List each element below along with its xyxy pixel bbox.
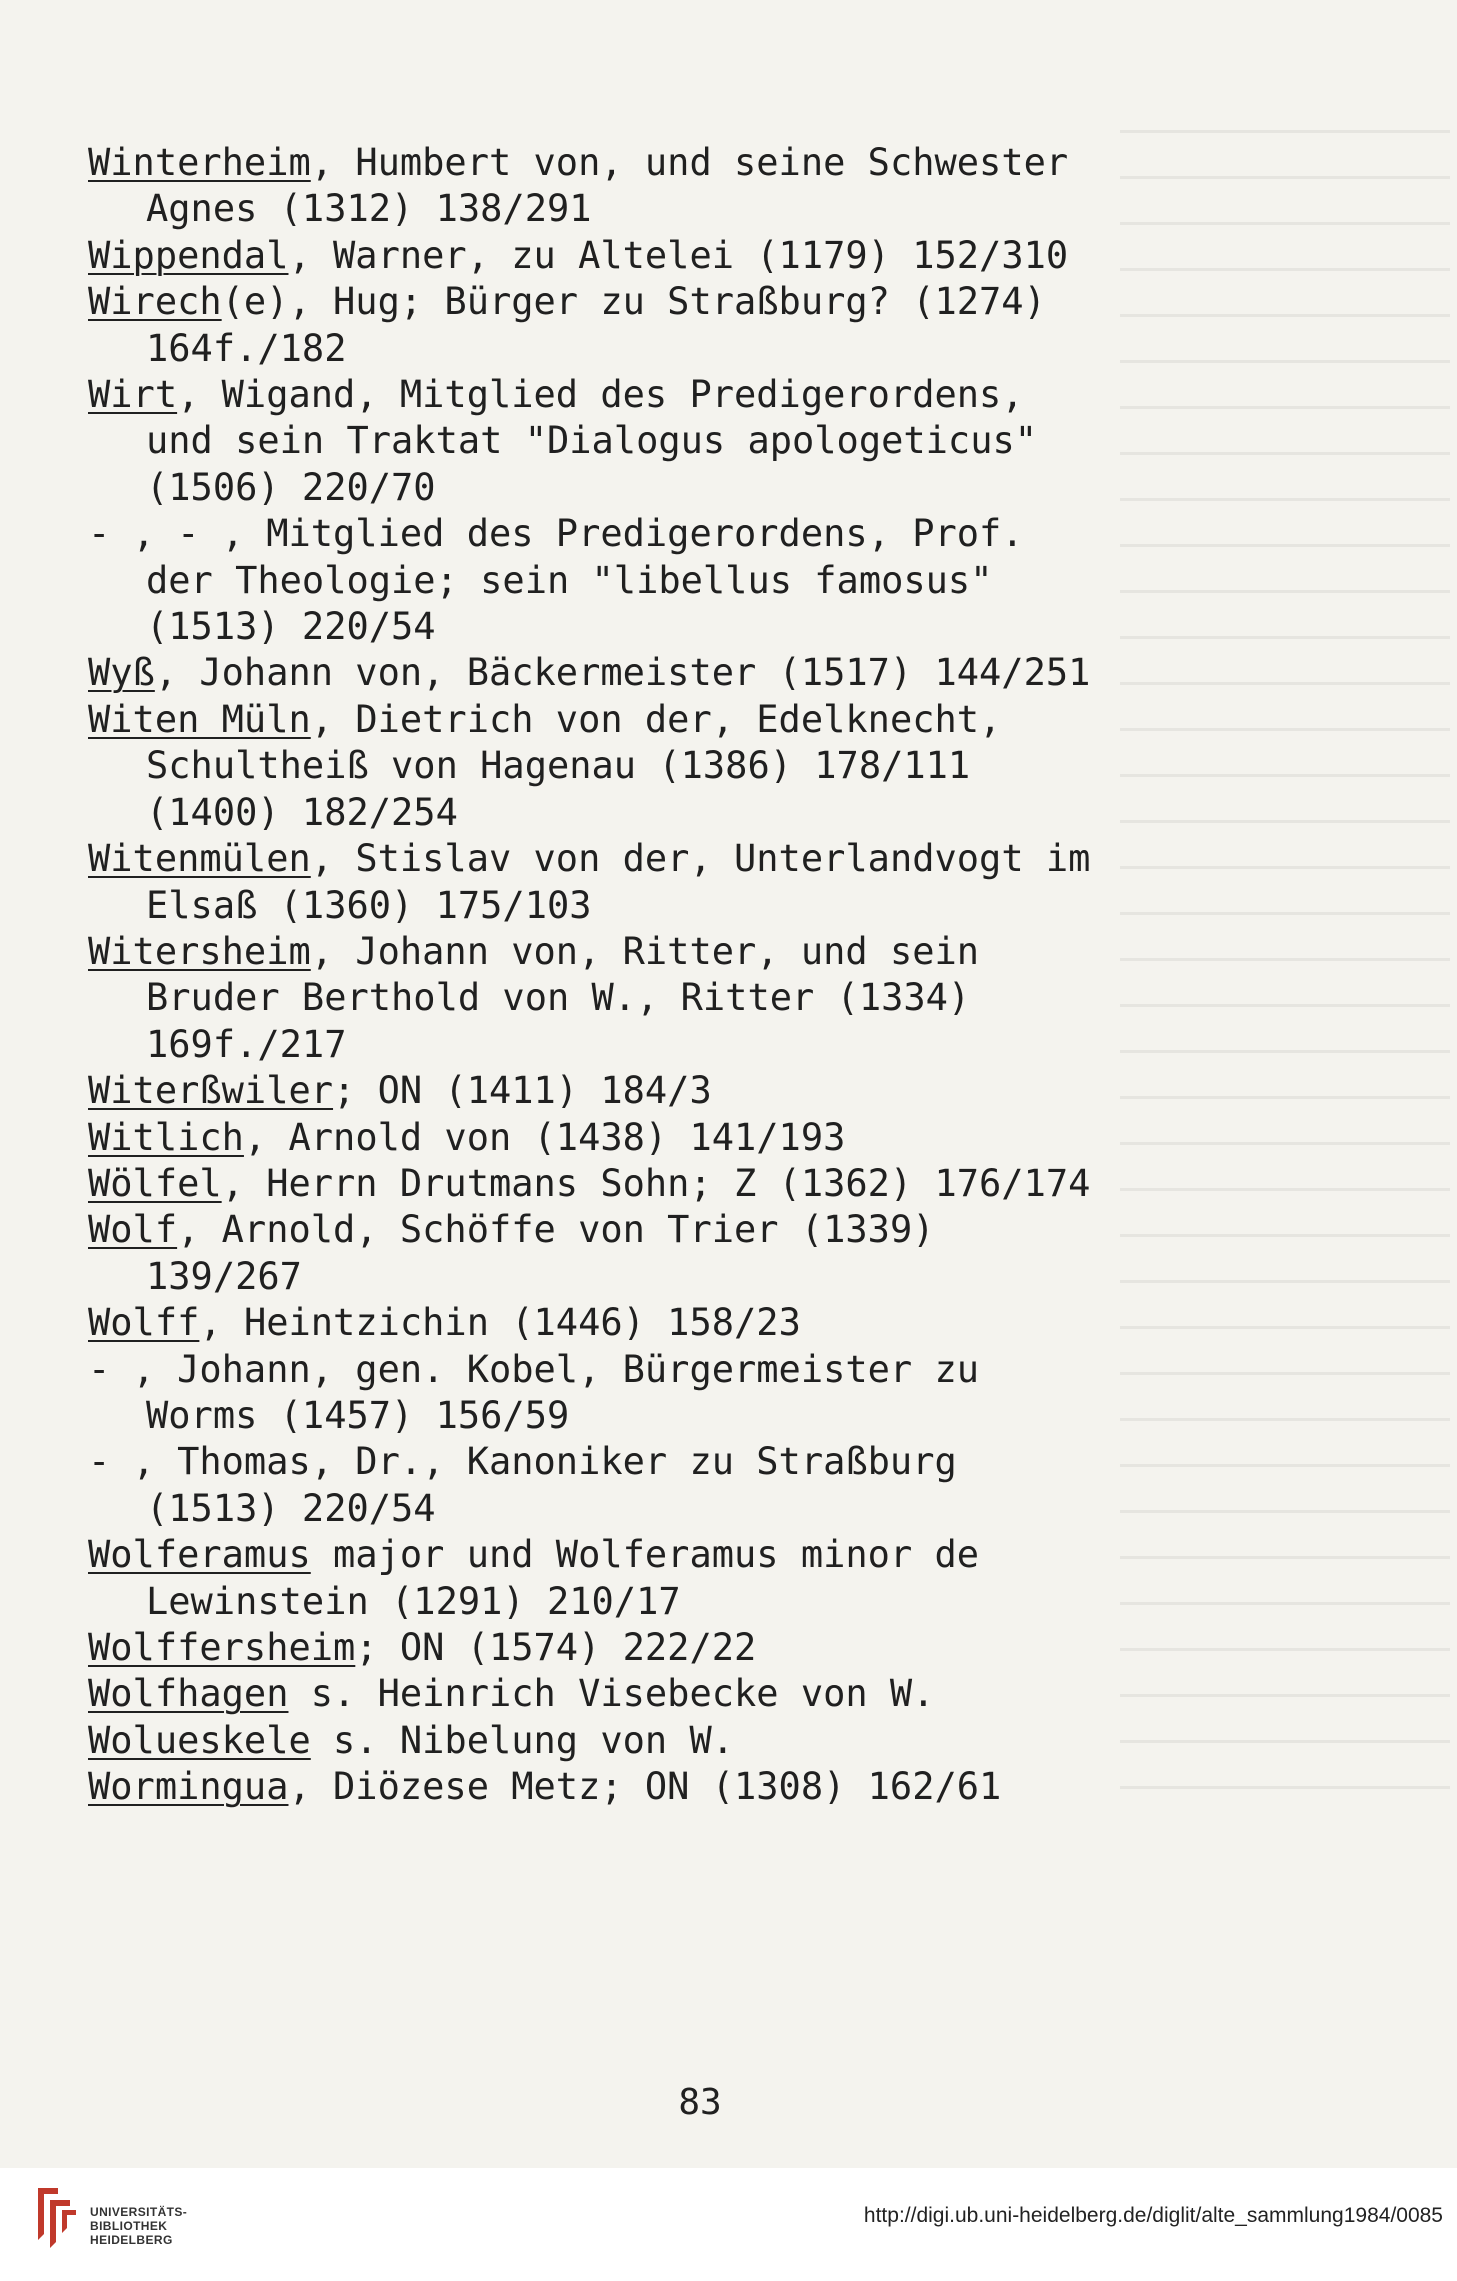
index-entry [88, 1300, 1098, 1346]
index-entry [88, 372, 1098, 511]
entry-text: ; ON (1574) 222/22 [355, 1626, 757, 1669]
entry-text: s. Nibelung von W. [310, 1718, 735, 1762]
bleed-through-text [1120, 130, 1450, 1830]
entry-headword: Wirech [88, 280, 222, 324]
index-entry [88, 140, 1098, 233]
index-entry [88, 1671, 1098, 1717]
entry-headword: Wolff [88, 1301, 200, 1345]
index-entry [88, 697, 1098, 836]
entry-headword: Witerßwiler [88, 1069, 334, 1113]
library-name-line: BIBLIOTHEK [90, 2219, 168, 2233]
index-entry [88, 1115, 1098, 1161]
entry-headword: Witersheim [88, 929, 311, 973]
source-url[interactable]: http://digi.ub.uni-heidelberg.de/diglit/alte_sammlung1984/0085 [863, 2204, 1443, 2227]
entry-text: major und Wolferamus minor de Lewinstein (1291) 210/17 [146, 1533, 980, 1623]
index-entry [88, 511, 1098, 650]
entry-text: - , Thomas, Dr., Kanoniker zu Straßburg (1513) 220/54 [88, 1440, 957, 1530]
entry-headword: Witen Müln [88, 697, 311, 741]
entry-headword: Winterheim [88, 141, 311, 184]
entry-text: - , - , Mitglied des Predigerordens, Prof. der Theologie; sein "libellus famosus" (1513) 220/54 [88, 512, 1024, 649]
entry-headword: Wolueskele [88, 1718, 311, 1762]
entry-text: , Diözese Metz; ON (1308) 162/61 [288, 1765, 1002, 1809]
index-entry [88, 1068, 1098, 1114]
viewer-footer [0, 2168, 1457, 2281]
page-number: 83 [678, 2082, 722, 2123]
entry-headword: Wolffersheim [88, 1626, 356, 1669]
library-name-line: HEIDELBERG [90, 2233, 173, 2247]
index-entry [88, 1625, 1098, 1671]
entry-text: s. Heinrich Visebecke von W. [288, 1672, 935, 1716]
entry-text: , Arnold von (1438) 141/193 [243, 1115, 846, 1159]
entry-text: - , Johann, gen. Kobel, Bürgermeister zu Worms (1457) 156/59 [88, 1347, 980, 1437]
entry-text: , Humbert von, und seine Schwester Agnes (1312) 138/291 [146, 141, 1069, 231]
index-entry [88, 929, 1098, 1068]
entry-text: ; ON (1411) 184/3 [333, 1069, 712, 1113]
index-entry [88, 1207, 1098, 1300]
index-entry [88, 1532, 1098, 1625]
library-logo-icon [30, 2184, 80, 2250]
entry-text: , Stislav von der, Unterlandvogt im Elsaß (1360) 175/103 [146, 837, 1091, 927]
entry-headword: Wippendal [88, 233, 289, 277]
index-entry [88, 1764, 1098, 1810]
index-entry [88, 279, 1098, 372]
entry-headword: Wölfel [88, 1161, 222, 1205]
index-entry [88, 836, 1098, 929]
entry-headword: Wolfhagen [88, 1672, 289, 1716]
index-entry [88, 1718, 1098, 1764]
index-entry [88, 1161, 1098, 1207]
index-entry [88, 233, 1098, 279]
entry-text: , Herrn Drutmans Sohn; Z (1362) 176/174 [221, 1161, 1091, 1205]
entry-text: , Heintzichin (1446) 158/23 [199, 1301, 801, 1345]
entry-text: , Johann von, Bäckermeister (1517) 144/251 [154, 651, 1091, 695]
entry-headword: Witenmülen [88, 837, 311, 881]
entry-headword: Wormingua [88, 1765, 289, 1809]
entry-headword: Wolferamus [88, 1533, 311, 1577]
entry-text: (e), Hug; Bürger zu Straßburg? (1274) 164f./182 [146, 280, 1046, 370]
entry-text: , Dietrich von der, Edelknecht, Schultheiß von Hagenau (1386) 178/111 (1400) 182/254 [146, 697, 1002, 834]
index-entry [88, 1347, 1098, 1440]
entry-text: , Warner, zu Altelei (1179) 152/310 [288, 233, 1069, 277]
library-name-line: UNIVERSITÄTS- [90, 2205, 188, 2219]
entry-headword: Witlich [88, 1115, 244, 1159]
entry-headword: Wirt [88, 373, 178, 417]
entry-headword: Wolf [88, 1208, 178, 1252]
entry-text: , Johann von, Ritter, und sein Bruder Berthold von W., Ritter (1334) 169f./217 [146, 929, 980, 1066]
index-entry-list [88, 140, 1098, 1811]
index-entry [88, 650, 1098, 696]
entry-text: , Wigand, Mitglied des Predigerordens, und sein Traktat "Dialogus apologeticus" (1506) 220/70 [146, 373, 1038, 509]
library-name [90, 2205, 187, 2247]
entry-headword: Wyß [88, 651, 155, 695]
index-entry [88, 1439, 1098, 1532]
entry-text: , Arnold, Schöffe von Trier (1339) 139/267 [146, 1208, 935, 1298]
